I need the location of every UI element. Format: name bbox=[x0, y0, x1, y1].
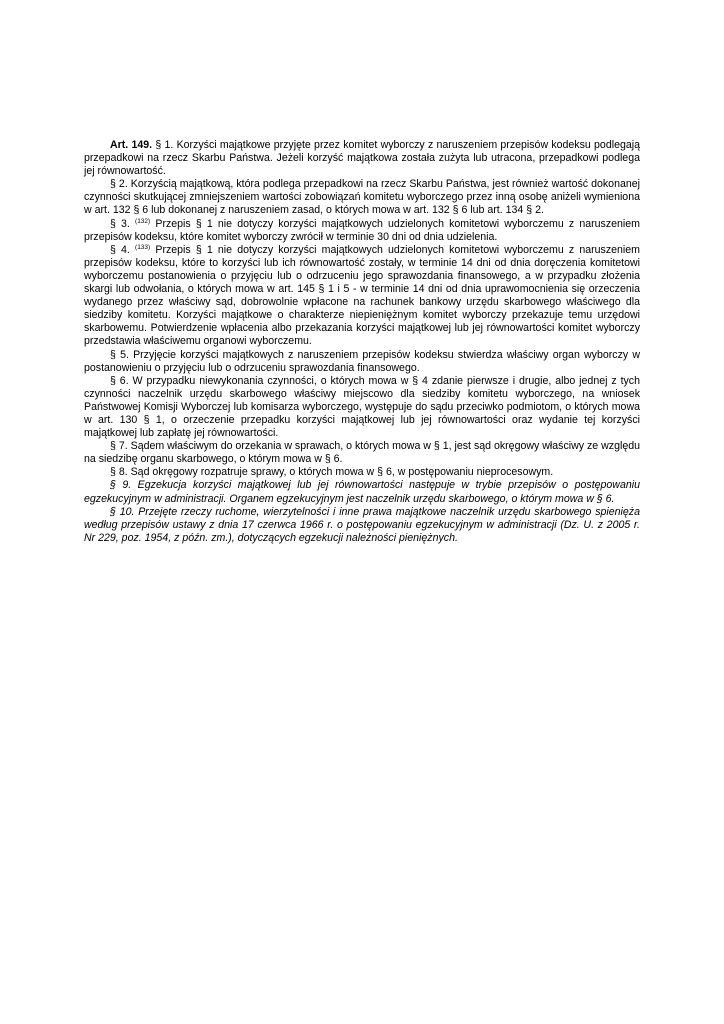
footnote-ref: (133) bbox=[135, 243, 151, 251]
paragraph-text: § 6. W przypadku niewykonania czynności, o których mowa w § 4 zdanie pierwsze i drugie, albo jednej z tych czynności naczelnik urzędu skarbowego właściwy miejscowo dla siedziby komitetu wyborczego, na wniosek Państwowej Komisji Wyborczej lub komisarza wyborczego, występuje do sądu przeciwko podmiotom, o których mowa w art. 130 § 1, o orzeczenie przepadku korzyści majątkowej lub jej równowartości oraz wydanie tej korzyści majątkowej lub zapłatę jej równowartości. bbox=[84, 374, 640, 440]
article-paragraph-4 bbox=[84, 244, 640, 349]
paragraph-prefix: § 4. bbox=[110, 243, 130, 256]
article-paragraph-9 bbox=[84, 479, 640, 505]
paragraph-text: Przepis § 1 nie dotyczy korzyści majątkowych udzielonych komitetowi wyborczemu z naruszeniem przepisów kodeksu, które komitet wyborczy zwrócił w terminie 30 dni od dnia udzielenia. bbox=[84, 217, 641, 243]
document-page bbox=[84, 139, 640, 545]
paragraph-text: § 7. Sądem właściwym do orzekania w sprawach, o których mowa w § 1, jest sąd okręgowy właściwy ze względu na siedzibę organu skarbowego, o którym mowa w § 6. bbox=[84, 440, 640, 466]
article-paragraph-3 bbox=[84, 218, 640, 244]
paragraph-prefix: § 3. bbox=[110, 217, 130, 230]
paragraph-text: § 9. Egzekucja korzyści majątkowej lub jej równowartości następuje w trybie przepisów o postępowaniu egzekucyjnym w administracji. Organem egzekucyjnym jest naczelnik urzędu skarbowego, o którym mowa w § 6. bbox=[84, 479, 640, 505]
paragraph-text: § 1. Korzyści majątkowe przyjęte przez komitet wyborczy z naruszeniem przepisów kodeksu podlegają przepadkowi na rzecz Skarbu Państwa. Jeżeli korzyść majątkowa została zużyta lub utracona, przepadkowi podlega jej równowartość. bbox=[84, 139, 640, 178]
footnote-ref: (132) bbox=[135, 217, 151, 225]
article-paragraph-8 bbox=[84, 466, 640, 479]
paragraph-text: § 5. Przyjęcie korzyści majątkowych z naruszeniem przepisów kodeksu stwierdza właściwy organ wyborczy w postanowieniu o przyjęciu lub o odrzuceniu sprawozdania finansowego. bbox=[84, 348, 640, 374]
article-paragraph-5 bbox=[84, 349, 640, 375]
article-paragraph-2 bbox=[84, 178, 640, 217]
paragraph-text: § 8. Sąd okręgowy rozpatruje sprawy, o których mowa w § 6, w postępowaniu nieprocesowym. bbox=[110, 466, 554, 479]
article-label: Art. 149. bbox=[110, 139, 153, 151]
article-paragraph-10 bbox=[84, 506, 640, 545]
article-paragraph-1 bbox=[84, 139, 640, 178]
article-paragraph-6 bbox=[84, 375, 640, 440]
article-paragraph-7 bbox=[84, 440, 640, 466]
paragraph-text: § 2. Korzyścią majątkową, która podlega przepadkowi na rzecz Skarbu Państwa, jest również wartość dokonanej czynności skutkującej zmniejszeniem wartości zobowiązań komitetu wyborczego przez inną osobę aniżeli wymieniona w art. 132 § 6 lub dokonanej z naruszeniem zasad, o których mowa w art. 132 § 6 lub art. 134 § 2. bbox=[84, 178, 640, 217]
paragraph-text: Przepis § 1 nie dotyczy korzyści majątkowych udzielonych komitetowi wyborczemu z naruszeniem przepisów kodeksu, które to korzyści lub ich równowartość zostały, w terminie 14 dni od dnia doręczenia komitetowi wyborczemu postanowienia o przyjęciu lub o odrzuceniu jego sprawozdania finansowego, a w przypadku złożenia skargi lub odwołania, o których mowa w art. 145 § 1 i 5 - w terminie 14 dni od dnia uprawomocnienia się orzeczenia wydanego przez właściwy sąd, dobrowolnie wpłacone na rachunek bankowy urzędu skarbowego właściwego dla siedziby komitetu. Korzyści majątkowe o charakterze niepieniężnym komitet wyborczy przekazuje temu urzędowi skarbowemu. Potwierdzenie wpłacenia albo przekazania korzyści majątkowej lub jej równowartości komitet wyborczy przedstawia właściwemu organowi wyborczemu. bbox=[84, 243, 641, 348]
paragraph-text: § 10. Przejęte rzeczy ruchome, wierzytelności i inne prawa majątkowe naczelnik urzędu skarbowego spienięża według przepisów ustawy z dnia 17 czerwca 1966 r. o postępowaniu egzekucyjnym w administracji (Dz. U. z 2005 r. Nr 229, poz. 1954, z późn. zm.), dotyczących egzekucji należności pieniężnych. bbox=[84, 505, 640, 544]
